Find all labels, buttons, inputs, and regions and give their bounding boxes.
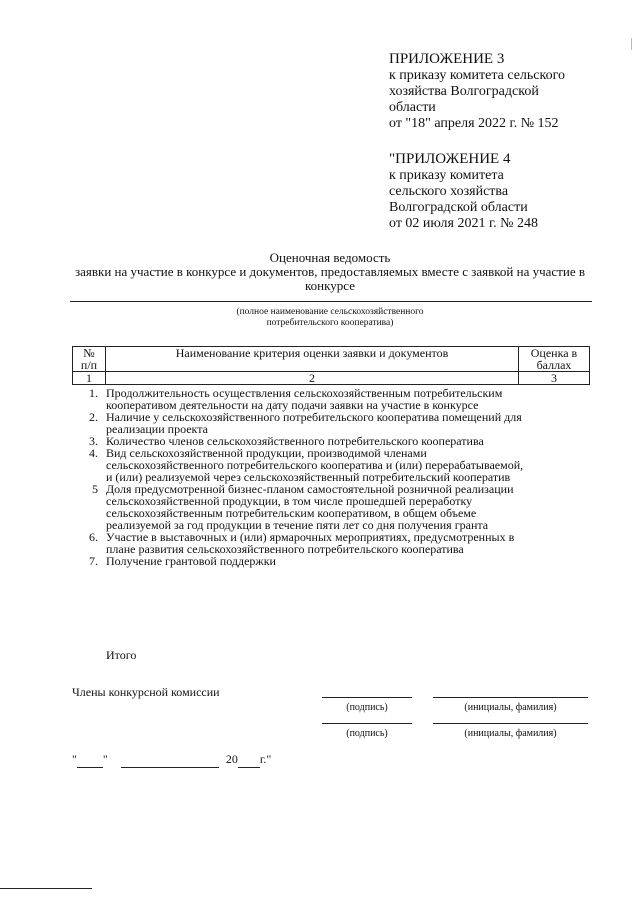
name-hint: (инициалы, фамилия) [464, 702, 557, 713]
criteria-num: 3. [89, 434, 98, 448]
appendix-4-header [389, 150, 538, 232]
criteria-text: Количество членов сельскохозяйственного потребительского кооператива [106, 434, 484, 448]
criteria-num: 5 [92, 482, 98, 496]
criteria-num: 7. [89, 554, 98, 568]
criteria-text: Доля предусмотренной бизнес-планом самостоятельной розничной реализации сельскохозяйственной продукции, в том числе прошедшей переработку сельскохозяйственным потребительским кооперативом, в общем объеме реализуемой за год продукции в течение пяти лет со дня получения гранта [106, 482, 514, 532]
date-quote-open: " [72, 752, 77, 766]
appendix-3-line: хозяйства Волгоградской [389, 84, 539, 99]
appendix-4-line: сельского хозяйства [389, 184, 509, 199]
header-num-line2: п/п [80, 358, 98, 372]
appendix-4-line: от 02 июля 2021 г. № 248 [389, 216, 538, 231]
list-item [72, 411, 592, 435]
appendix-4-line: к приказу комитета [389, 168, 504, 183]
table-colnum-row [73, 372, 590, 385]
name-line [433, 697, 588, 698]
criteria-text: Получение грантовой поддержки [106, 554, 276, 568]
name-line [433, 723, 588, 724]
criteria-text: Продолжительность осуществления сельскохозяйственным потребительским кооперативом деятельности на дату подачи заявки на участие в конкурсе [106, 386, 503, 412]
year-blank [238, 752, 260, 768]
appendix-3-title: ПРИЛОЖЕНИЕ 3 [389, 51, 505, 67]
criteria-list [72, 387, 592, 567]
header-criteria: Наименование критерия оценки заявки и документов [106, 347, 519, 372]
scan-edge-mark [631, 38, 632, 50]
date-line [72, 752, 271, 768]
list-item [72, 555, 592, 567]
cooperative-name-line [70, 301, 592, 302]
document-subtitle-line2: конкурсе [305, 278, 355, 293]
list-item [72, 447, 592, 483]
appendix-3-line: к приказу комитета сельского [389, 68, 566, 83]
name-hint: (инициалы, фамилия) [464, 728, 557, 739]
year-suffix: г." [259, 752, 272, 766]
header-score-cell [519, 347, 590, 372]
colnum-1: 1 [73, 372, 106, 385]
colnum-3: 3 [519, 372, 590, 385]
year-prefix: 20 [225, 752, 238, 766]
month-blank [121, 752, 219, 768]
criteria-text: Вид сельскохозяйственной продукции, производимой членами сельскохозяйственного потребительского кооператива и (или) перерабатываемой, и (или) реализуемой через сельскохозяйственный потребительский кооператив [106, 446, 524, 484]
total-label: Итого [106, 648, 137, 662]
criteria-table-header [72, 346, 590, 385]
appendix-3-header [389, 50, 565, 132]
footnote-separator [0, 888, 92, 889]
colnum-2: 2 [106, 372, 519, 385]
criteria-text: Участие в выставочных и (или) ярмарочных мероприятиях, предусмотренных в плане развития сельскохозяйственного потребительского кооператива [106, 530, 515, 556]
document-subtitle-line1: заявки на участие в конкурсе и документов, предоставляемых вместе с заявкой на участие в [75, 264, 585, 279]
appendix-4-title: "ПРИЛОЖЕНИЕ 4 [389, 151, 511, 167]
signature-hint: (подпись) [346, 728, 388, 739]
header-num-line1: № [83, 346, 95, 360]
day-blank [77, 752, 103, 768]
appendix-4-line: Волгоградской области [389, 200, 528, 215]
criteria-num: 2. [89, 410, 98, 424]
criteria-text: Наличие у сельскохозяйственного потребительского кооператива помещений для реализации проекта [106, 410, 522, 436]
document-title: Оценочная ведомость [269, 250, 391, 265]
list-item [72, 531, 592, 555]
signature-line [322, 697, 412, 698]
signature-line [322, 723, 412, 724]
cooperative-name-hint-line2: потребительского кооператива) [266, 318, 394, 328]
signature-hint: (подпись) [346, 702, 388, 713]
header-num-cell [73, 347, 106, 372]
criteria-num: 1. [89, 386, 98, 400]
criteria-num: 4. [89, 446, 98, 460]
appendix-3-line: области [389, 100, 436, 115]
date-quote-close: " [102, 752, 108, 766]
appendix-3-line: от "18" апреля 2022 г. № 152 [389, 116, 559, 131]
list-item [72, 387, 592, 411]
header-score-line1: Оценка в [530, 346, 578, 360]
list-item [72, 483, 592, 531]
commission-label: Члены конкурсной комиссии [72, 685, 220, 699]
criteria-num: 6. [89, 530, 98, 544]
cooperative-name-hint-line1: (полное наименование сельскохозяйственного [236, 307, 424, 317]
table-header-row [73, 347, 590, 372]
header-score-line2: баллах [536, 358, 572, 372]
